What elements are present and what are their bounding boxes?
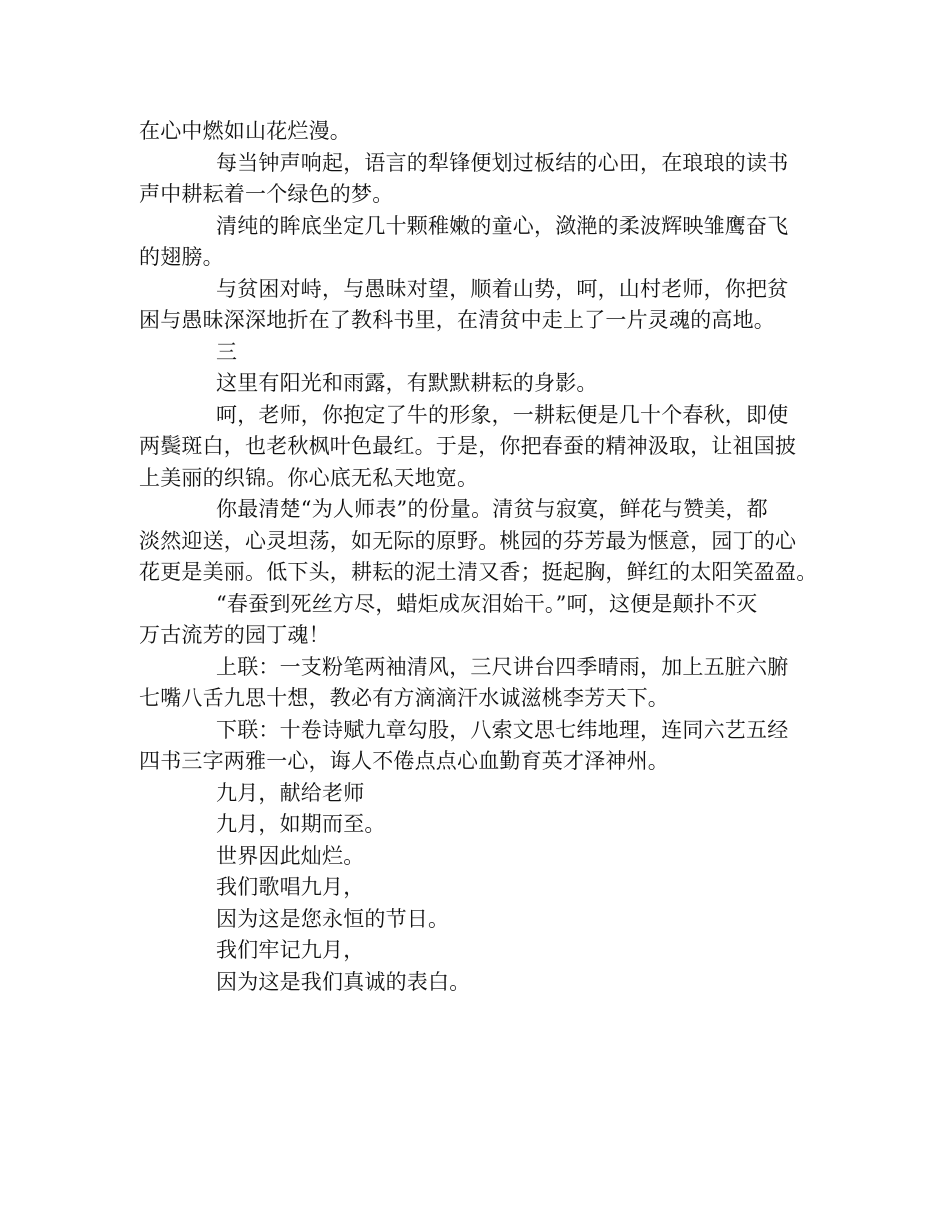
text-line: 呵，老师，你抱定了牛的形象，一耕耘便是几十个春秋，即使 — [216, 402, 789, 427]
text-line: 这里有阳光和雨露，有默默耕耘的身影。 — [216, 371, 598, 395]
poem-line: 因为这是我们真诚的表白。 — [216, 969, 471, 994]
text-line: 清纯的眸底坐定几十颗稚嫩的童心，潋滟的柔波辉映雏鹰奋飞 — [216, 213, 789, 238]
document-page — [139, 116, 819, 998]
text-line: 在心中燃如山花烂漫。 — [139, 119, 351, 143]
text-line: 万古流芳的园丁魂！ — [139, 623, 330, 647]
poem-line: 我们歌唱九月， — [216, 875, 365, 899]
poem-title: 九月，献给老师 — [216, 780, 365, 805]
poem-line: 世界因此灿烂。 — [216, 843, 365, 868]
text-line: 每当钟声响起，语言的犁锋便划过板结的心田，在琅琅的读书 — [216, 150, 789, 175]
couplet-lower-line: 四书三字两雅一心，诲人不倦点点心血勤育英才泽神州。 — [139, 749, 669, 773]
text-line: “春蚕到死丝方尽，蜡炬成灰泪始干。”呵，这便是颠扑不灭 — [216, 591, 758, 616]
text-line: 你最清楚“为人师表”的份量。清贫与寂寞，鲜花与赞美，都 — [216, 497, 768, 521]
text-line: 两鬓斑白，也老秋枫叶色最红。于是，你把春蚕的精神汲取，让祖国披 — [139, 434, 797, 458]
couplet-upper-line: 七嘴八舌九思十想，教必有方滴滴汗水诚滋桃李芳天下。 — [139, 686, 669, 710]
text-line: 淡然迎送，心灵坦荡，如无际的原野。桃园的芬芳最为惬意，园丁的心 — [139, 528, 797, 553]
poem-line: 因为这是您永恒的节日。 — [216, 906, 450, 931]
text-line: 困与愚昧深深地折在了教科书里，在清贫中走上了一片灵魂的高地。 — [139, 308, 775, 332]
poem-line: 我们牢记九月， — [216, 938, 365, 962]
text-line: 声中耕耘着一个绿色的梦。 — [139, 182, 394, 206]
section-heading: 三 — [216, 339, 238, 364]
poem-line: 九月，如期而至。 — [216, 812, 386, 836]
text-line: 与贫困对峙，与愚昧对望，顺着山势，呵，山村老师，你把贫 — [216, 276, 789, 301]
couplet-upper-line: 上联：一支粉笔两袖清风，三尺讲台四季晴雨，加上五脏六腑 — [216, 654, 789, 679]
couplet-lower-line: 下联：十卷诗赋九章勾股，八索文思七纬地理，连同六艺五经 — [216, 717, 789, 742]
text-line: 上美丽的织锦。你心底无私天地宽。 — [139, 465, 479, 490]
text-line: 花更是美丽。低下头，耕耘的泥土清又香；挺起胸，鲜红的太阳笑盈盈。 — [139, 560, 818, 584]
text-line: 的翅膀。 — [139, 245, 224, 269]
